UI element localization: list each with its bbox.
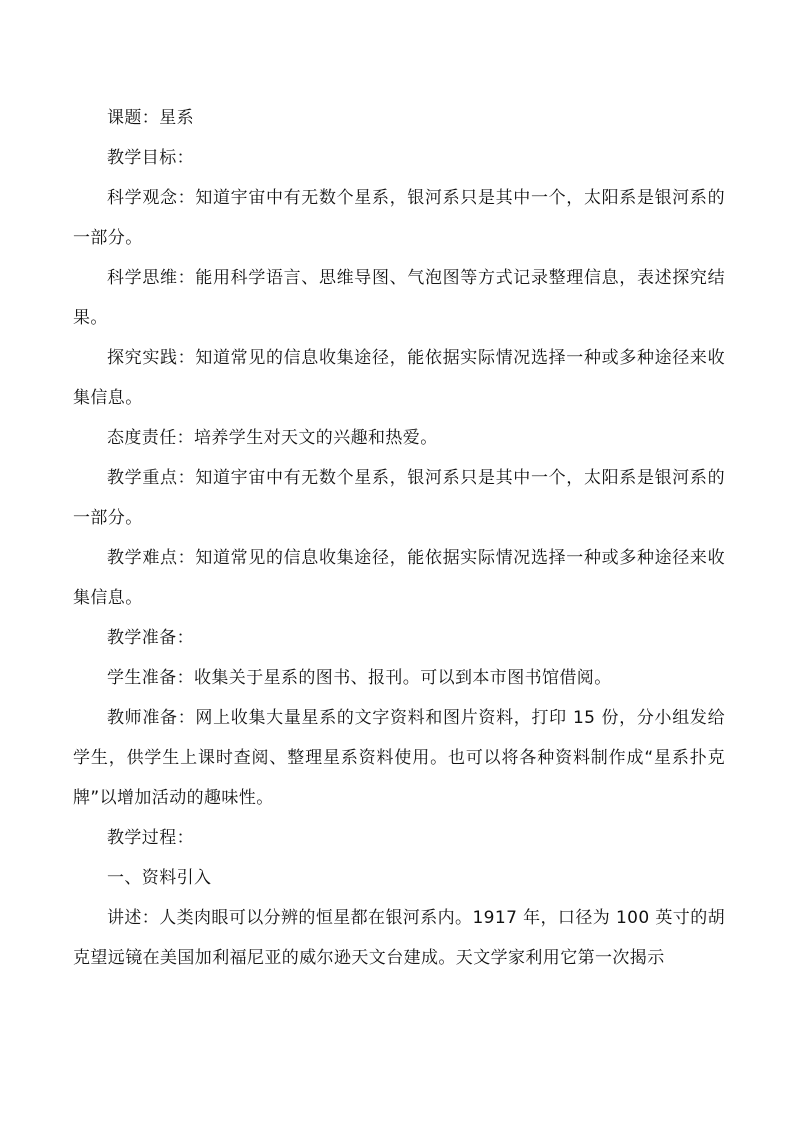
teaching-objectives-heading: 教学目标：: [107, 148, 194, 168]
document-page: [73, 98, 725, 978]
objective-scientific-concept: 科学观念：知道宇宙中有无数个星系，银河系只是其中一个，太阳系是银河系的一部分。: [73, 188, 725, 248]
section-material-introduction: 一、资料引入: [107, 868, 212, 888]
lesson-title: 课题：星系: [107, 108, 194, 128]
objective-inquiry-practice: 探究实践：知道常见的信息收集途径，能依据实际情况选择一种或多种途径来收集信息。: [73, 348, 725, 408]
teaching-process-heading: 教学过程：: [107, 828, 194, 848]
student-preparation: 学生准备：收集关于星系的图书、报刊。可以到本市图书馆借阅。: [107, 668, 612, 688]
teaching-difficulty: 教学难点：知道常见的信息收集途径，能依据实际情况选择一种或多种途径来收集信息。: [73, 548, 725, 608]
teaching-key-point: 教学重点：知道宇宙中有无数个星系，银河系只是其中一个，太阳系是银河系的一部分。: [73, 468, 725, 528]
objective-attitude-responsibility: 态度责任：培养学生对天文的兴趣和热爱。: [107, 428, 438, 448]
objective-scientific-thinking: 科学思维：能用科学语言、思维导图、气泡图等方式记录整理信息，表述探究结果。: [73, 268, 725, 328]
teacher-preparation: 教师准备：网上收集大量星系的文字资料和图片资料，打印 15 份，分小组发给学生，供学生上课时查阅、整理星系资料使用。也可以将各种资料制作成“星系扑克牌”以增加活动的趣味性。: [73, 708, 725, 808]
teaching-preparation-heading: 教学准备：: [107, 628, 194, 648]
narration-paragraph: 讲述：人类肉眼可以分辨的恒星都在银河系内。1917 年，口径为 100 英寸的胡克望远镜在美国加利福尼亚的威尔逊天文台建成。天文学家利用它第一次揭示: [73, 908, 725, 968]
